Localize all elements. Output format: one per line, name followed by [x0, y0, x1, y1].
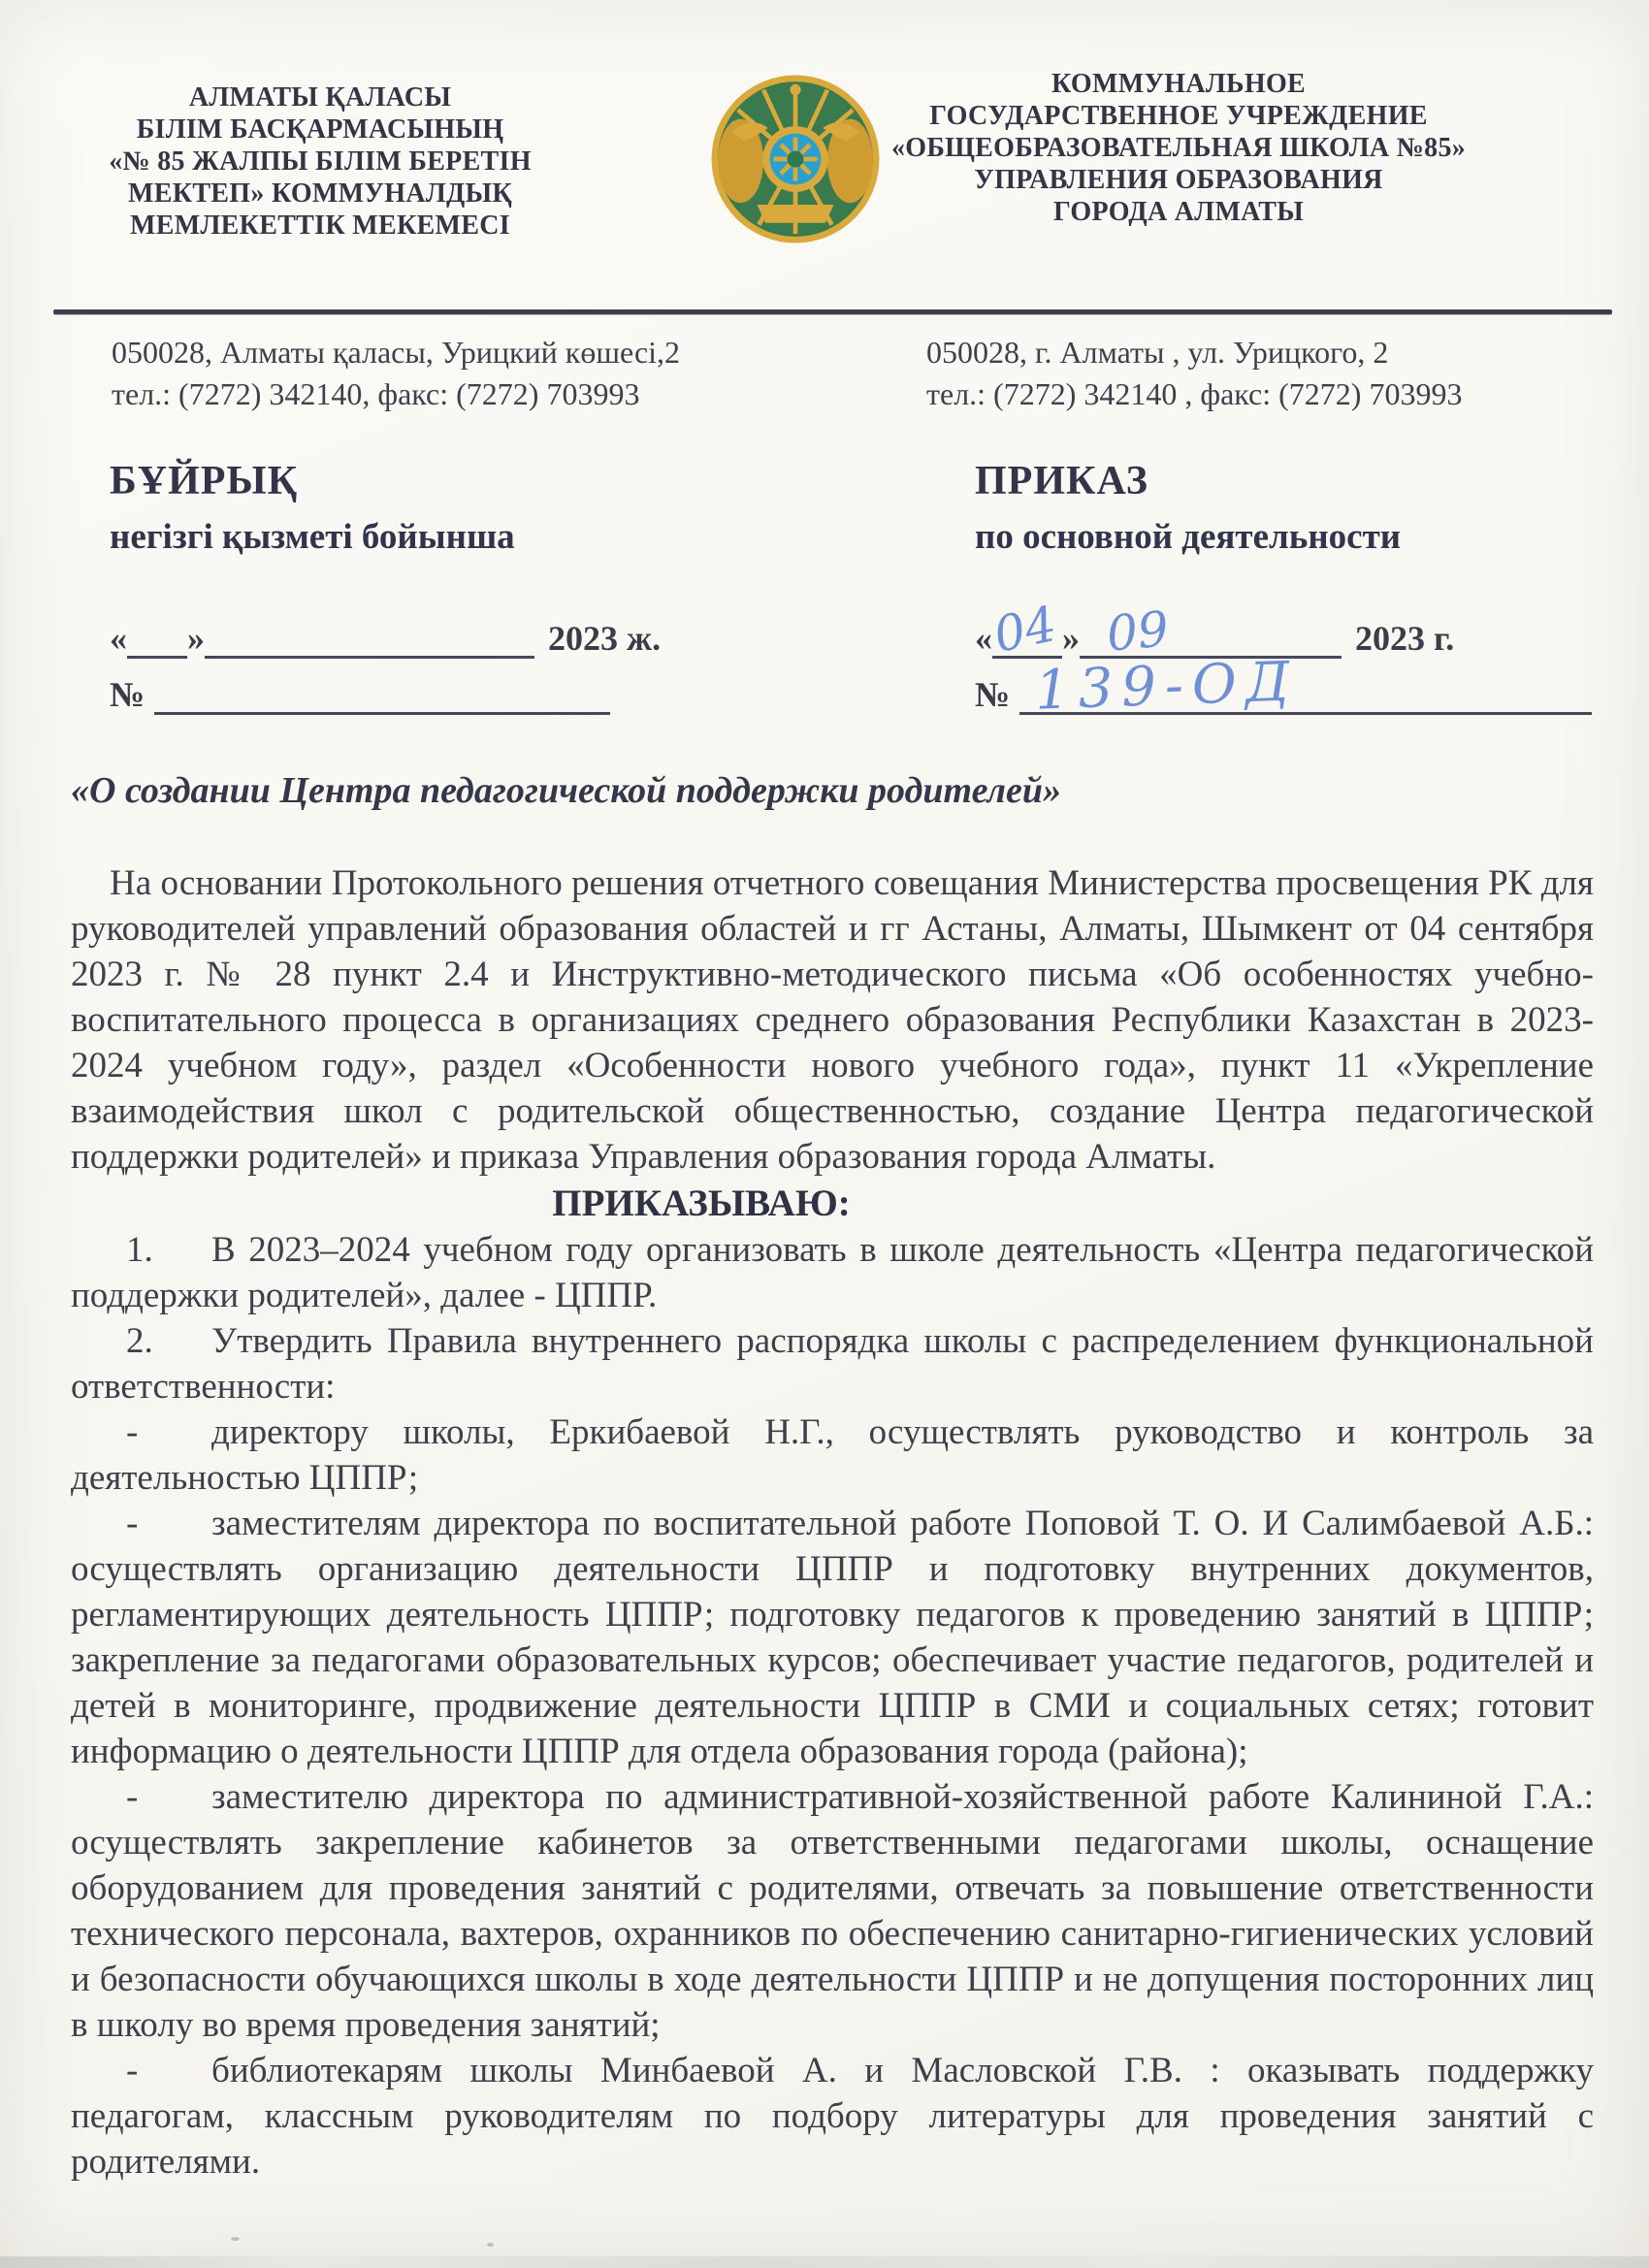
number-label: № [110, 675, 146, 714]
order-item-2 [71, 1318, 1594, 1409]
order-subitem-deputy-admin [71, 1774, 1594, 2048]
item-marker: - [126, 1504, 139, 1543]
quote-close: » [1062, 619, 1080, 658]
year-label-kk: 2023 ж. [548, 619, 662, 658]
order-subitem-director [71, 1409, 1594, 1501]
date-line-kk [110, 618, 934, 659]
item-marker: - [126, 2051, 139, 2090]
order-subtitle-kk: негізгі қызметі бойынша [110, 517, 515, 557]
year-label-ru: 2023 г. [1355, 619, 1455, 658]
order-item-1 [71, 1227, 1594, 1318]
contacts-russian [926, 332, 1649, 415]
resolution-heading: ПРИКАЗЫВАЮ: [552, 1183, 851, 1224]
order-subtitle-ru: по основной деятельности [975, 517, 1402, 557]
item-marker: 2. [126, 1321, 153, 1361]
item-marker: 1. [126, 1230, 153, 1270]
item-text: директору школы, Еркибаевой Н.Г., осуществлять руководство и контроль за деятельностью ЦППР; [71, 1412, 1594, 1498]
order-heading-russian [934, 458, 1649, 723]
org-kk-line: МЕКТЕП» КОММУНАЛДЫҚ [128, 178, 512, 209]
quote-close: » [187, 619, 205, 658]
item-marker: - [126, 1412, 139, 1452]
org-ru-line: УПРАВЛЕНИЯ ОБРАЗОВАНИЯ [974, 165, 1383, 195]
day-blank [988, 596, 1062, 664]
handwritten-day: 04 [988, 596, 1061, 664]
scan-speck [231, 2237, 240, 2241]
item-text: заместителю директора по административной-хозяйственной работе Калининой Г.А.: осуществлять закрепление кабинетов за ответственными педагогами школы, оснащение оборудованием для проведения занятий с родителями, отвечать за повышение ответственности технического персонала, вахтеров, охранников по обеспечению санитарно-гигиенических условий и безопасности обучающихся школы в ходе деятельности ЦППР и не допущения посторонних лиц в школу во время проведения занятий; [71, 1777, 1594, 2045]
subject-line: «О создании Центра педагогической поддержки родителей» [71, 770, 1061, 811]
org-kk-line: АЛМАТЫ ҚАЛАСЫ [188, 82, 452, 113]
phone-line: тел.: (7272) 342140 , факс: (7272) 703993 [926, 376, 1463, 411]
order-heading-kazakh [110, 458, 934, 715]
number-line-ru [975, 650, 1649, 723]
org-name-kazakh [87, 66, 553, 242]
item-text: Утвердить Правила внутреннего распорядка школы с распределением функциональной ответственности: [71, 1321, 1594, 1407]
org-name-russian [878, 66, 1479, 242]
order-body [0, 769, 1649, 2185]
month-blank [205, 621, 534, 659]
org-ru-line: КОММУНАЛЬНОЕ [1051, 69, 1306, 99]
order-title-ru: ПРИКАЗ [975, 459, 1148, 503]
scan-edge-artifact [0, 2256, 1649, 2268]
handwritten-order-number: 139-ОД [1034, 650, 1300, 723]
number-line-kk [110, 674, 934, 715]
item-text: библиотекарям школы Минбаевой А. и Масловской Г.В. : оказывать поддержку педагогам, классным руководителям по подбору литературы для проведения занятий с родителями. [71, 2051, 1594, 2182]
day-blank [127, 621, 187, 659]
scan-speck [487, 2243, 494, 2247]
preamble-paragraph: На основании Протокольного решения отчетного совещания Министерства просвещения РК для руководителей управлений образования областей и гг Астаны, Алматы, Шымкент от 04 сентября 2023 г. № 28 пункт 2.4 и Инструктивно-методического письма «Об особенностях учебно-воспитательного процесса в организациях среднего образования Республики Казахстан в 2023-2024 учебном году», раздел «Особенности нового учебного года», пункт 11 «Укрепление взаимодействия школ с родительской общественностью, создание Центра педагогической поддержки родителей» и приказа Управления образования города Алматы. [71, 863, 1594, 1177]
item-marker: - [126, 1777, 139, 1817]
order-subitem-librarians [71, 2048, 1594, 2185]
order-heading-block [0, 415, 1649, 723]
kazakhstan-emblem-icon [704, 68, 887, 250]
number-blank [1019, 650, 1592, 723]
org-ru-line: «ОБЩЕОБРАЗОВАТЕЛЬНАЯ ШКОЛА №85» [890, 133, 1467, 163]
contact-block [0, 314, 1649, 415]
phone-line: тел.: (7272) 342140, факс: (7272) 703993 [112, 376, 640, 411]
org-kk-line: МЕМЛЕКЕТТІК МЕКЕМЕСІ [130, 211, 510, 241]
order-title-kk: БҰЙРЫҚ [110, 459, 299, 503]
date-line-ru [975, 596, 1649, 664]
quote-open: « [975, 619, 992, 658]
org-ru-line: ГОСУДАРСТВЕННОЕ УЧРЕЖДЕНИЕ [929, 101, 1428, 131]
org-kk-line: «№ 85 ЖАЛПЫ БІЛІМ БЕРЕТІН [109, 146, 532, 177]
order-subitem-deputy-education [71, 1501, 1594, 1774]
number-label: № [975, 675, 1011, 714]
quote-open: « [110, 619, 127, 658]
item-text: В 2023–2024 учебном году организовать в школе деятельность «Центра педагогической поддержки родителей», далее - ЦППР. [71, 1230, 1594, 1315]
org-kk-line: БІЛІМ БАСҚАРМАСЫНЫҢ [136, 114, 504, 145]
address-line: 050028, Алматы қаласы, Урицкий көшесі,2 [112, 335, 681, 370]
handwritten-month: 09 [1104, 600, 1172, 663]
number-blank [154, 677, 610, 715]
contacts-kazakh [112, 332, 926, 415]
org-ru-line: ГОРОДА АЛМАТЫ [1052, 197, 1305, 227]
item-text: заместителям директора по воспитательной работе Поповой Т. О. И Салимбаевой А.Б.: осуществлять организацию деятельности ЦППР и подготовку внутренних документов, регламентирующих деятельность ЦППР; подготовку педагогов к проведению занятий в ЦППР; закрепление за педагогами образовательных курсов; обеспечивает участие педагогов, родителей и детей в мониторинге, продвижение деятельности ЦППР в СМИ и социальных сетях; готовит информацию о деятельности ЦППР для отдела образования города (района); [71, 1504, 1594, 1771]
address-line: 050028, г. Алматы , ул. Урицкого, 2 [926, 335, 1389, 370]
